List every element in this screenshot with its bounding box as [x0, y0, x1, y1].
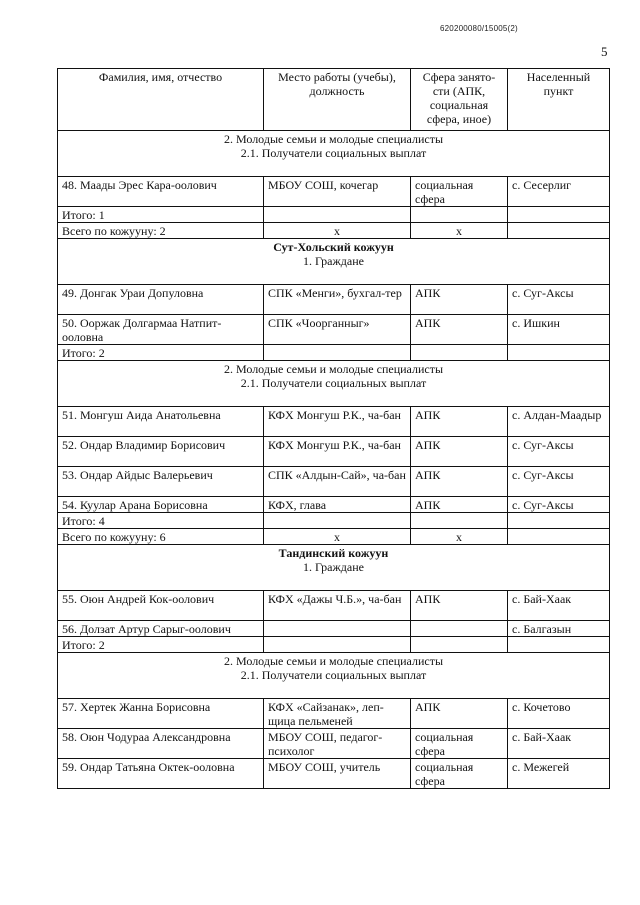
cell-sphere: социальная сфера: [411, 729, 508, 759]
table-header-row: [58, 69, 610, 131]
section-subtitle: 1. Граждане: [303, 254, 364, 268]
subtotal-row: [58, 513, 610, 529]
cell-work: КФХ, глава: [264, 497, 411, 513]
cell-sphere: АПК: [411, 285, 508, 315]
cell-work: КФХ «Сайзанак», леп-щица пельменей: [264, 699, 411, 729]
x-mark: х: [411, 529, 508, 545]
district-section-row: [58, 239, 610, 285]
cell-locality: с. Суг-Аксы: [508, 285, 610, 315]
cell-locality: с. Алдан-Маадыр: [508, 407, 610, 437]
cell-sphere: [411, 621, 508, 637]
section-subtitle: 1. Граждане: [303, 560, 364, 574]
district-total-row: [58, 223, 610, 239]
cell-name: 56. Долзат Артур Сарыг-оолович: [58, 621, 264, 637]
cell-name: 54. Куулар Арана Борисовна: [58, 497, 264, 513]
cell-sphere: АПК: [411, 437, 508, 467]
table-row: [58, 621, 610, 637]
cell-work: СПК «Менги», бухгал-тер: [264, 285, 411, 315]
subtotal-label: Итого: 1: [58, 207, 264, 223]
cell-sphere: АПК: [411, 699, 508, 729]
cell-work: [264, 621, 411, 637]
table-row: [58, 729, 610, 759]
table-row: [58, 285, 610, 315]
section-title: 2. Молодые семьи и молодые специалисты: [223, 362, 444, 376]
cell-locality: с. Бай-Хаак: [508, 729, 610, 759]
table-row: [58, 315, 610, 345]
section-title: 2. Молодые семьи и молодые специалисты: [223, 654, 444, 668]
cell-work: МБОУ СОШ, педагог-психолог: [264, 729, 411, 759]
cell-sphere: АПК: [411, 315, 508, 345]
header-sphere: Сфера занято-сти (АПК, социальная сфера, иное): [411, 69, 508, 131]
section-row: [58, 361, 610, 407]
table-row: [58, 759, 610, 789]
cell-name: 57. Хертек Жанна Борисовна: [58, 699, 264, 729]
district-total-row: [58, 529, 610, 545]
cell-locality: с. Суг-Аксы: [508, 497, 610, 513]
section-title: 2. Молодые семьи и молодые специалисты: [223, 132, 444, 146]
subtotal-row: [58, 345, 610, 361]
cell-sphere: социальная сфера: [411, 177, 508, 207]
cell-sphere: АПК: [411, 407, 508, 437]
cell-sphere: АПК: [411, 497, 508, 513]
x-mark: х: [411, 223, 508, 239]
section-row: [58, 131, 610, 177]
cell-work: СПК «Чоорганныг»: [264, 315, 411, 345]
x-mark: х: [264, 223, 411, 239]
cell-work: КФХ Монгуш Р.К., ча-бан: [264, 437, 411, 467]
cell-sphere: АПК: [411, 591, 508, 621]
cell-work: МБОУ СОШ, кочегар: [264, 177, 411, 207]
cell-locality: с. Балгазын: [508, 621, 610, 637]
cell-locality: с. Суг-Аксы: [508, 467, 610, 497]
cell-locality: с. Ишкин: [508, 315, 610, 345]
table-row: [58, 467, 610, 497]
cell-work: КФХ «Дажы Ч.Б.», ча-бан: [264, 591, 411, 621]
subtotal-row: [58, 637, 610, 653]
x-mark: х: [264, 529, 411, 545]
table-row: [58, 497, 610, 513]
cell-name: 55. Оюн Андрей Кок-оолович: [58, 591, 264, 621]
cell-name: 58. Оюн Чодураа Александровна: [58, 729, 264, 759]
cell-sphere: АПК: [411, 467, 508, 497]
cell-work: СПК «Алдын-Сай», ча-бан: [264, 467, 411, 497]
cell-name: 49. Донгак Ураи Допуловна: [58, 285, 264, 315]
table-row: [58, 591, 610, 621]
header-work: Место работы (учебы), должность: [264, 69, 411, 131]
district-total-label: Всего по кожууну: 6: [58, 529, 264, 545]
cell-name: 59. Ондар Татьяна Октек-ооловна: [58, 759, 264, 789]
district-title: Тандинский кожуун: [278, 546, 389, 560]
district-total-label: Всего по кожууну: 2: [58, 223, 264, 239]
section-row: [58, 653, 610, 699]
cell-work: МБОУ СОШ, учитель: [264, 759, 411, 789]
header-name: Фамилия, имя, отчество: [58, 69, 264, 131]
section-subtitle: 2.1. Получатели социальных выплат: [240, 146, 427, 160]
cell-locality: с. Суг-Аксы: [508, 437, 610, 467]
document-number: 620200080/15005(2): [440, 24, 518, 33]
table-row: [58, 407, 610, 437]
subtotal-label: Итого: 2: [58, 637, 264, 653]
page-number: 5: [601, 44, 608, 59]
cell-locality: с. Бай-Хаак: [508, 591, 610, 621]
cell-locality: с. Кочетово: [508, 699, 610, 729]
cell-name: 51. Монгуш Аида Анатольевна: [58, 407, 264, 437]
district-title: Сут-Хольский кожуун: [273, 240, 394, 254]
section-subtitle: 2.1. Получатели социальных выплат: [240, 668, 427, 682]
cell-work: КФХ Монгуш Р.К., ча-бан: [264, 407, 411, 437]
table-row: [58, 699, 610, 729]
subtotal-label: Итого: 2: [58, 345, 264, 361]
cell-name: 50. Ооржак Долгармаа Натпит-ооловна: [58, 315, 264, 345]
subtotal-label: Итого: 4: [58, 513, 264, 529]
header-locality: Населенный пункт: [508, 69, 610, 131]
cell-name: 48. Маады Эрес Кара-оолович: [58, 177, 264, 207]
cell-locality: с. Межегей: [508, 759, 610, 789]
cell-sphere: социальная сфера: [411, 759, 508, 789]
cell-name: 52. Ондар Владимир Борисович: [58, 437, 264, 467]
cell-locality: с. Сесерлиг: [508, 177, 610, 207]
section-subtitle: 2.1. Получатели социальных выплат: [240, 376, 427, 390]
table-row: [58, 437, 610, 467]
district-section-row: [58, 545, 610, 591]
subtotal-row: [58, 207, 610, 223]
cell-name: 53. Ондар Айдыс Валерьевич: [58, 467, 264, 497]
table-row: [58, 177, 610, 207]
recipients-table: [57, 68, 610, 789]
